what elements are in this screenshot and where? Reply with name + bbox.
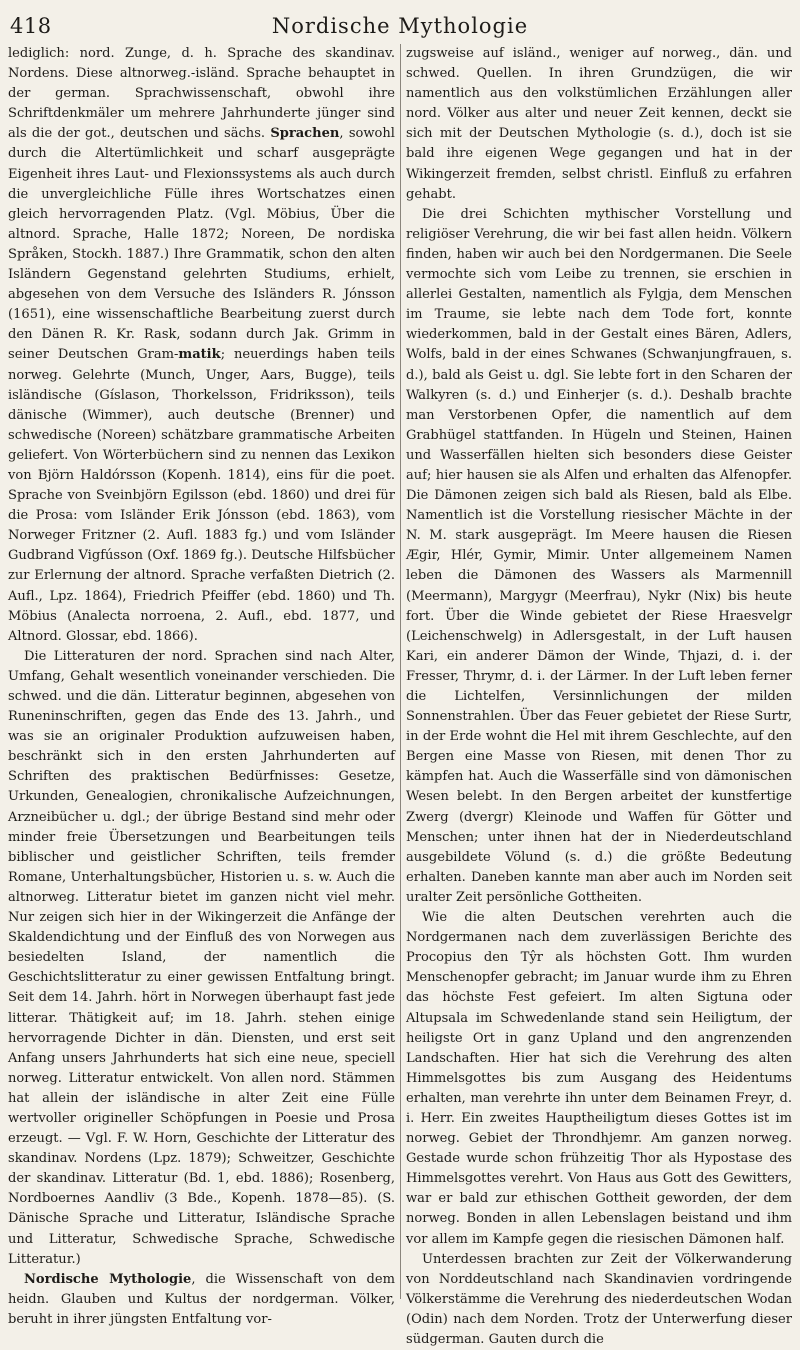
paragraph xyxy=(8,647,395,1270)
text-run: , sowohl durch die Altertümlichkeit und scharf ausgeprägte Eigenheit ihres Laut- und Flexionssystems als auch durch die unvergleichliche Fülle ihres Wortschatzes einen gleich hervorragenden Platz. (Vgl. Möbius, Über die altnord. Sprache, Halle 1872; Noreen, De nordiska Språken, Stockh. 1887.) Ihre Grammatik, schon den alten Isländern Gegenstand gelehrten Studiums, erhielt, abgesehen von dem Versuche des Isländers R. Jónsson (1651), eine wissenschaftliche Bearbeitung zuerst durch den Dänen R. Kr. Rask, sodann durch Jak. Grimm in seiner Deutschen Gram- xyxy=(8,126,395,363)
text-run: ; neuerdings haben teils norweg. Gelehrte (Munch, Unger, Aars, Bugge), teils isländische (Gíslason, Thorkelsson, Fridriksson), teils dänische (Wimmer), auch deutsche (Brenner) und schwedische (Noreen) schätzbare grammatische Arbeiten geliefert. Von Wörterbüchern sind zu nennen das Lexikon von Björn Haldórsson (Kopenh. 1814), eins für die poet. Sprache von Sveinbjörn Egilsson (ebd. 1860) und drei für die Prosa: vom Isländer Erik Jónsson (ebd. 1863), vom Norweger Fritzner (2. Aufl. 1883 fg.) und vom Isländer Gudbrand Vigfússon (Oxf. 1869 fg.). Deutsche Hilfsbücher zur Erlernung der altnord. Sprache verfaßten Dietrich (2. Aufl., Lpz. 1864), Friedrich Pfeiffer (ebd. 1860) und Th. Möbius (Analecta norroena, 2. Aufl., ebd. 1877, und Altnord. Glossar, ebd. 1866). xyxy=(8,347,395,644)
text-run: Wie die alten Deutschen verehrten auch die Nordgermanen nach dem zuverlässigen Berichte des Procopius den Tŷr als höchsten Gott. Ihm wurden Menschenopfer gebracht; im Januar wurde ihm zu Ehren das höchste Fest gefeiert. Im alten Sigtuna oder Altupsala im Schwedenlande stand sein Heiligtum, der heiligste Ort in ganz Upland und den angrenzenden Landschaften. Hier hat sich die Verehrung des alten Himmelsgottes bis zum Ausgang des Heidentums erhalten, man verehrte ihn unter dem Beinamen Freyr, d. i. Herr. Ein zweites Hauptheiligtum dieses Gottes ist im norweg. Gebiet der Throndhjemr. Am ganzen norweg. Gestade wurde schon frühzeitig Thor als Hypostase des Himmelsgottes verehrt. Von Haus aus Gott des Gewitters, war er bald zur ethischen Gottheit geworden, der dem norweg. Bonden in allen Lebenslagen beistand und ihm vor allem im Kampfe gegen die riesischen Dämonen half. xyxy=(406,910,792,1247)
text-run: lediglich: nord. Zunge, d. h. Sprache des skandinav. Nordens. Diese altnorweg.-isländ. Sprache behauptet in der german. Sprachwissenschaft, obwohl ihre Schriftdenkmäler um mehrere Jahrhunderte jünger sind als die der got., deutschen und sächs. xyxy=(8,46,395,142)
paragraph xyxy=(406,908,792,1250)
right-column xyxy=(400,44,792,1347)
paragraph xyxy=(406,44,792,205)
bold-term: Sprachen xyxy=(270,126,340,142)
bold-term: Nordische Mythologie xyxy=(24,1271,192,1287)
page-number: 418 xyxy=(10,14,52,38)
text-run: Unterdessen brachten zur Zeit der Völkerwanderung von Norddeutschland nach Skandinavien vordringende Völkerstämme die Verehrung des niederdeutschen Wodan (Odin) nach dem Norden. Trotz der Unterwerfung dieser südgerman. Gauten durch die xyxy=(406,1251,792,1347)
text-columns xyxy=(8,44,792,1347)
left-column xyxy=(8,44,400,1327)
text-run: zugsweise auf isländ., weniger auf norweg., dän. und schwed. Quellen. In ihren Grundzügen, die wir namentlich aus den volkstümlichen Erzählungen aller nord. Völker aus alter und neuer Zeit kennen, deckt sie sich mit der Deutschen Mythologie (s. d.), doch ist sie bald ihre eigenen Wege gegangen und hat in der Wikingerzeit fremden, selbst christl. Einfluß zu erfahren gehabt. xyxy=(406,46,792,202)
text-run: , die Wissenschaft von dem heidn. Glauben und Kultus der nordgerman. Völker, beruht in ihrer jüngsten Entfaltung vor- xyxy=(8,1271,395,1327)
running-title: Nordische Mythologie xyxy=(271,14,529,38)
bold-term: matik xyxy=(178,347,221,363)
page-header xyxy=(8,6,792,44)
paragraph xyxy=(8,1270,395,1330)
text-run: Die Litteraturen der nord. Sprachen sind nach Alter, Umfang, Gehalt wesentlich voneinander verschieden. Die schwed. und die dän. Litteratur beginnen, abgesehen von Runeninschriften, gegen das Ende des 13. Jahrh., und was sie an originaler Produktion aufzuweisen haben, beschränkt sich in den ersten Jahrhunderten auf Schriften des praktischen Bedürfnisses: Gesetze, Urkunden, Genealogien, chronikalische Aufzeichnungen, Arzneibücher u. dgl.; der übrige Bestand sind mehr oder minder freie Übersetzungen und Bearbeitungen teils biblischer und geistlicher Schriften, teils fremder Romane, Unterhaltungsbücher, Historien u. s. w. Auch die altnorweg. Litteratur bietet im ganzen nicht viel mehr. Nur zeigen sich hier in der Wikingerzeit die Anfänge der Skaldendichtung und der Einfluß des von Norwegen aus besiedelten Island, der namentlich die Geschichtslitteratur zu einer gewissen Entfaltung bringt. Seit dem 14. Jahrh. hört in Norwegen überhaupt fast jede litterar. Thätigkeit auf; im 18. Jahrh. stehen einige hervorragende Dichter in dän. Diensten, und erst seit Anfang unsers Jahrhunderts hat sich eine neue, speciell norweg. Litteratur entwickelt. Von allen nord. Stämmen hat allein der isländische in alter Zeit eine Fülle wertvoller origineller Schöpfungen in Poesie und Prosa erzeugt. — Vgl. F. W. Horn, Geschichte der Litteratur des skandinav. Nordens (Lpz. 1879); Schweitzer, Geschichte der skandinav. Litteratur (Bd. 1, ebd. 1886); Rosenberg, Nordboernes Aandliv (3 Bde., Kopenh. 1878—85). (S. Dänische Sprache und Litteratur, Isländische Sprache und Litteratur, Schwedische Sprache, Schwedische Litteratur.) xyxy=(8,648,395,1267)
paragraph xyxy=(406,205,792,908)
text-run: Die drei Schichten mythischer Vorstellung und religiöser Verehrung, die wir bei fast allen heidn. Völkern finden, haben wir auch bei den Nordgermanen. Die Seele vermochte sich vom Leibe zu trennen, sie erschien in allerlei Gestalten, namentlich als Fylgja, dem Menschen im Traume, sie lebte nach dem Tode fort, konnte wiederkommen, bald in der Gestalt eines Bären, Adlers, Wolfs, bald in der eines Schwanes (Schwanjungfrauen, s. d.), bald als Geist u. dgl. Sie lebte fort in den Scharen der Walkyren (s. d.) und Einherjer (s. d.). Deshalb brachte man Verstorbenen Opfer, die namentlich auf dem Grabhügel stattfanden. In Hügeln und Steinen, Hainen und Wasserfällen hielten sich besonders diese Geister auf; hier hausen sie als Alfen und erhalten das Alfenopfer. Die Dämonen zeigen sich bald als Riesen, bald als Elbe. Namentlich ist die Vorstellung riesischer Mächte in der N. M. stark ausgeprägt. Im Meere hausen die Riesen Ægir, Hlér, Gymir, Mimir. Unter allgemeinem Namen leben die Dämonen des Wassers als Marmennill (Meermann), Margygr (Meerfrau), Nykr (Nix) bis heute fort. Über die Winde gebietet der Riese Hraesvelgr (Leichenschwelg) in Adlersgestalt, in der Luft hausen Kari, ein anderer Dämon der Winde, Thjazi, d. i. der Fresser, Thrymr, d. i. der Lärmer. In der Luft leben ferner die Lichtelfen, Versinnlichungen der milden Sonnenstrahlen. Über das Feuer gebietet der Riese Surtr, in der Erde wohnt die Hel mit ihrem Geschlechte, auf den Bergen eine Masse von Riesen, mit denen Thor zu kämpfen hat. Auch die Wasserfälle sind von dämonischen Wesen belebt. In den Bergen arbeitet der kunstfertige Zwerg (dvergr) Kleinode und Waffen für Götter und Menschen; unter ihnen hat der in Niederdeutschland ausgebildete Völund (s. d.) die größte Bedeutung erhalten. Daneben kannte man aber auch im Norden seit uralter Zeit persönliche Gottheiten. xyxy=(406,206,792,905)
paragraph xyxy=(8,44,395,647)
paragraph xyxy=(406,1250,792,1350)
